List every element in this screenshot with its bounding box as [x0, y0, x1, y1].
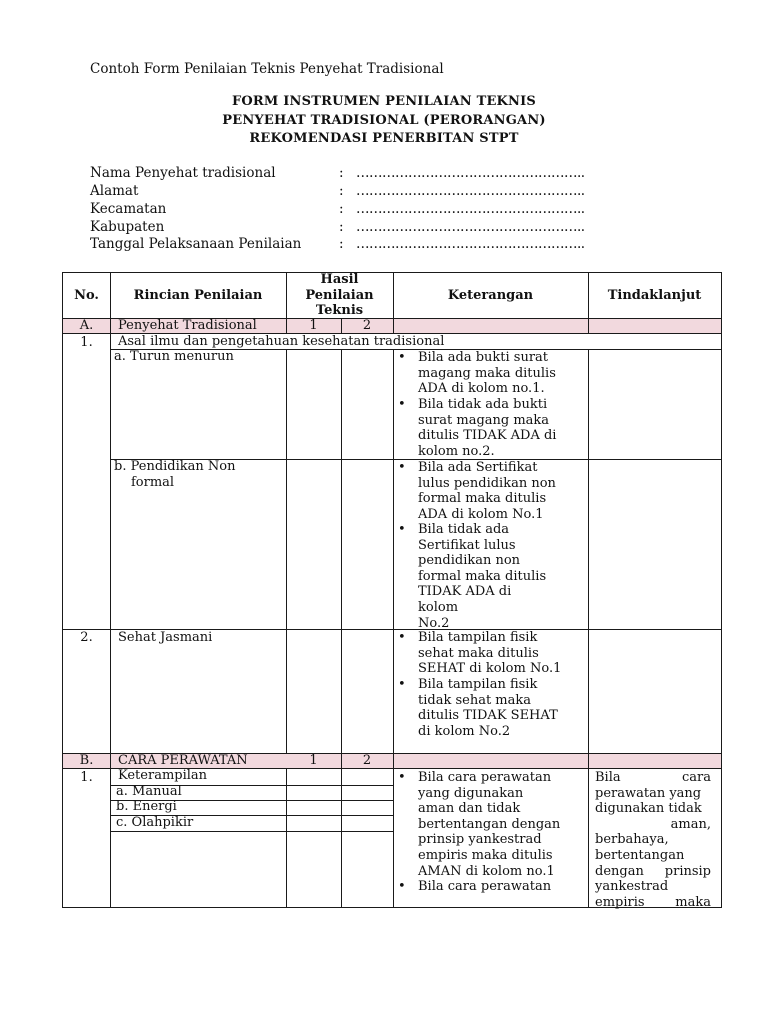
form-title-line-1: FORM INSTRUMEN PENILAIAN TEKNIS — [231, 94, 537, 109]
table-rule — [341, 349, 342, 754]
row-1-label: Asal ilmu dan pengetahuan kesehatan tradisional — [118, 334, 445, 349]
field-input-nama[interactable]: …………………………………………….. — [356, 165, 585, 181]
table-rule — [588, 349, 589, 908]
table-rule — [393, 349, 394, 908]
field-input-tanggal[interactable]: …………………………………………….. — [356, 236, 585, 252]
field-input-kecamatan[interactable]: …………………………………………….. — [356, 201, 585, 217]
table-rule — [286, 349, 287, 754]
row-b1-sub-manual: a. Manual — [116, 784, 182, 799]
section-b-col1: 1 — [309, 753, 318, 768]
form-title-line-2: PENYEHAT TRADISIONAL (PERORANGAN) — [222, 113, 546, 128]
section-a-no: A. — [79, 318, 94, 333]
section-a-label: Penyehat Tradisional — [118, 318, 257, 333]
row-1a-label: a. Turun menurun — [114, 349, 234, 364]
header-hasil-3: Teknis — [315, 303, 364, 318]
header-hasil-1: Hasil — [320, 272, 359, 287]
table-rule — [286, 768, 287, 908]
field-input-kabupaten[interactable]: …………………………………………….. — [356, 219, 585, 235]
header-keterangan: Keterangan — [447, 288, 534, 303]
field-colon: : — [339, 219, 344, 235]
field-label-kecamatan: Kecamatan — [90, 201, 167, 217]
header-rincian: Rincian Penilaian — [133, 288, 263, 303]
table-rule — [721, 272, 722, 908]
row-1b-label: b. Pendidikan Non formal — [114, 459, 236, 490]
field-input-alamat[interactable]: …………………………………………….. — [356, 183, 585, 199]
field-label-nama: Nama Penyehat tradisional — [90, 165, 276, 181]
section-b-label: CARA PERAWATAN — [118, 753, 248, 768]
field-colon: : — [339, 183, 344, 199]
field-colon: : — [339, 236, 344, 252]
field-label-kabupaten: Kabupaten — [90, 219, 165, 235]
table-rule — [341, 753, 342, 908]
section-a-col2: 2 — [362, 318, 372, 333]
table-rule — [110, 272, 111, 908]
row-b1-tindaklanjut: Bila cara perawatan yang digunakan tidak aman, berbahaya, bertentangan dengan prinsip yankestrad empiris maka — [595, 770, 711, 910]
field-colon: : — [339, 201, 344, 217]
section-a-col1: 1 — [309, 318, 318, 333]
row-b1-no: 1. — [80, 770, 93, 785]
form-title-line-3: REKOMENDASI PENERBITAN STPT — [249, 131, 519, 146]
row-1-no: 1. — [80, 335, 93, 350]
header-tindaklanjut: Tindaklanjut — [607, 288, 702, 303]
table-rule — [110, 831, 393, 832]
row-2-no: 2. — [80, 630, 93, 645]
header-hasil-2: Penilaian — [305, 288, 374, 303]
row-b1-label: Keterampilan — [118, 768, 208, 783]
field-label-alamat: Alamat — [90, 183, 139, 199]
row-2-label: Sehat Jasmani — [118, 630, 213, 645]
table-rule — [62, 272, 63, 908]
field-label-tanggal: Tanggal Pelaksanaan Penilaian — [90, 236, 302, 252]
intro-text: Contoh Form Penilaian Teknis Penyehat Tradisional — [90, 61, 444, 77]
row-b1-sub-energi: b. Energi — [116, 799, 177, 814]
section-b-col2: 2 — [362, 753, 372, 768]
field-colon: : — [339, 165, 344, 181]
section-b-no: B. — [79, 753, 94, 768]
header-no: No. — [74, 288, 99, 303]
row-b1-sub-olahpikir: c. Olahpikir — [116, 815, 194, 830]
